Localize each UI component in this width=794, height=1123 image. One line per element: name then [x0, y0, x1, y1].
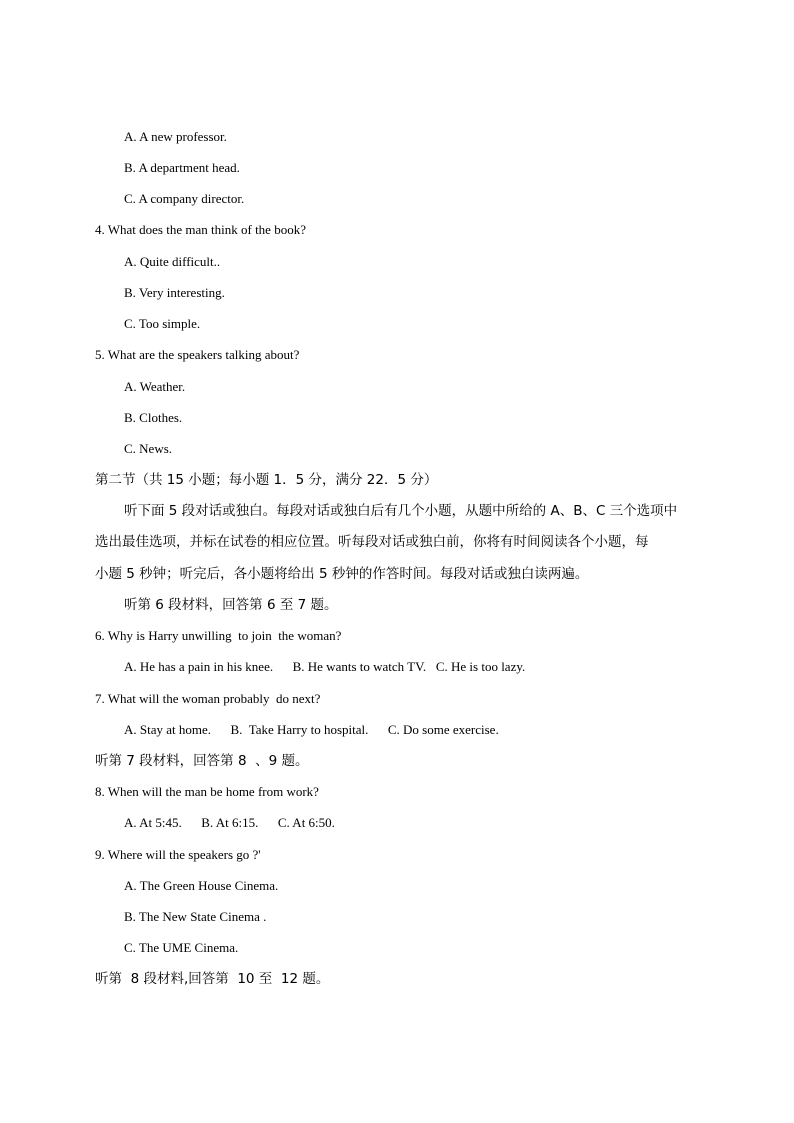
option-3a: A. A new professor.	[124, 129, 227, 144]
question-4: 4. What does the man think of the book?	[95, 222, 306, 237]
options-7: A. Stay at home. B. Take Harry to hospital. C. Do some exercise.	[124, 722, 499, 737]
option-9b: B. The New State Cinema .	[124, 909, 267, 924]
option-4a: A. Quite difficult..	[124, 254, 221, 269]
option-3c: C. A company director.	[124, 191, 245, 206]
material-8-heading: 听第 8 段材料,回答第 10 至 12 题。	[95, 971, 330, 987]
instructions-line-3: 小题 5 秒钟；听完后，各小题将给出 5 秒钟的作答时间。每段对话或独白读两遍。	[95, 566, 589, 582]
options-8: A. At 5:45. B. At 6:15. C. At 6:50.	[124, 815, 335, 830]
question-9: 9. Where will the speakers go ?'	[95, 847, 261, 862]
question-8: 8. When will the man be home from work?	[95, 784, 319, 799]
option-5c: C. News.	[124, 441, 173, 456]
option-4c: C. Too simple.	[124, 316, 201, 331]
options-6: A. He has a pain in his knee. B. He wants to watch TV. C. He is too lazy.	[124, 659, 526, 674]
question-5: 5. What are the speakers talking about?	[95, 347, 300, 362]
material-6-heading: 听第 6 段材料，回答第 6 至 7 题。	[124, 597, 338, 613]
option-9c: C. The UME Cinema.	[124, 940, 239, 955]
material-7-heading: 听第 7 段材料，回答第 8 、9 题。	[95, 753, 309, 769]
option-5b: B. Clothes.	[124, 410, 183, 425]
section-heading: 第二节（共 15 小题；每小题 1．5 分，满分 22．5 分）	[95, 472, 438, 488]
instructions-line-1: 听下面 5 段对话或独白。每段对话或独白后有几个小题，从题中所给的 A、B、C 三个选项中	[124, 503, 678, 519]
option-3b: B. A department head.	[124, 160, 240, 175]
instructions-line-2: 选出最佳选项，并标在试卷的相应位置。听每段对话或独白前，你将有时间阅读各个小题，每	[95, 534, 649, 550]
option-5a: A. Weather.	[124, 379, 186, 394]
option-9a: A. The Green House Cinema.	[124, 878, 279, 893]
question-6: 6. Why is Harry unwilling to join the woman?	[95, 628, 342, 643]
question-7: 7. What will the woman probably do next?	[95, 691, 321, 706]
option-4b: B. Very interesting.	[124, 285, 225, 300]
